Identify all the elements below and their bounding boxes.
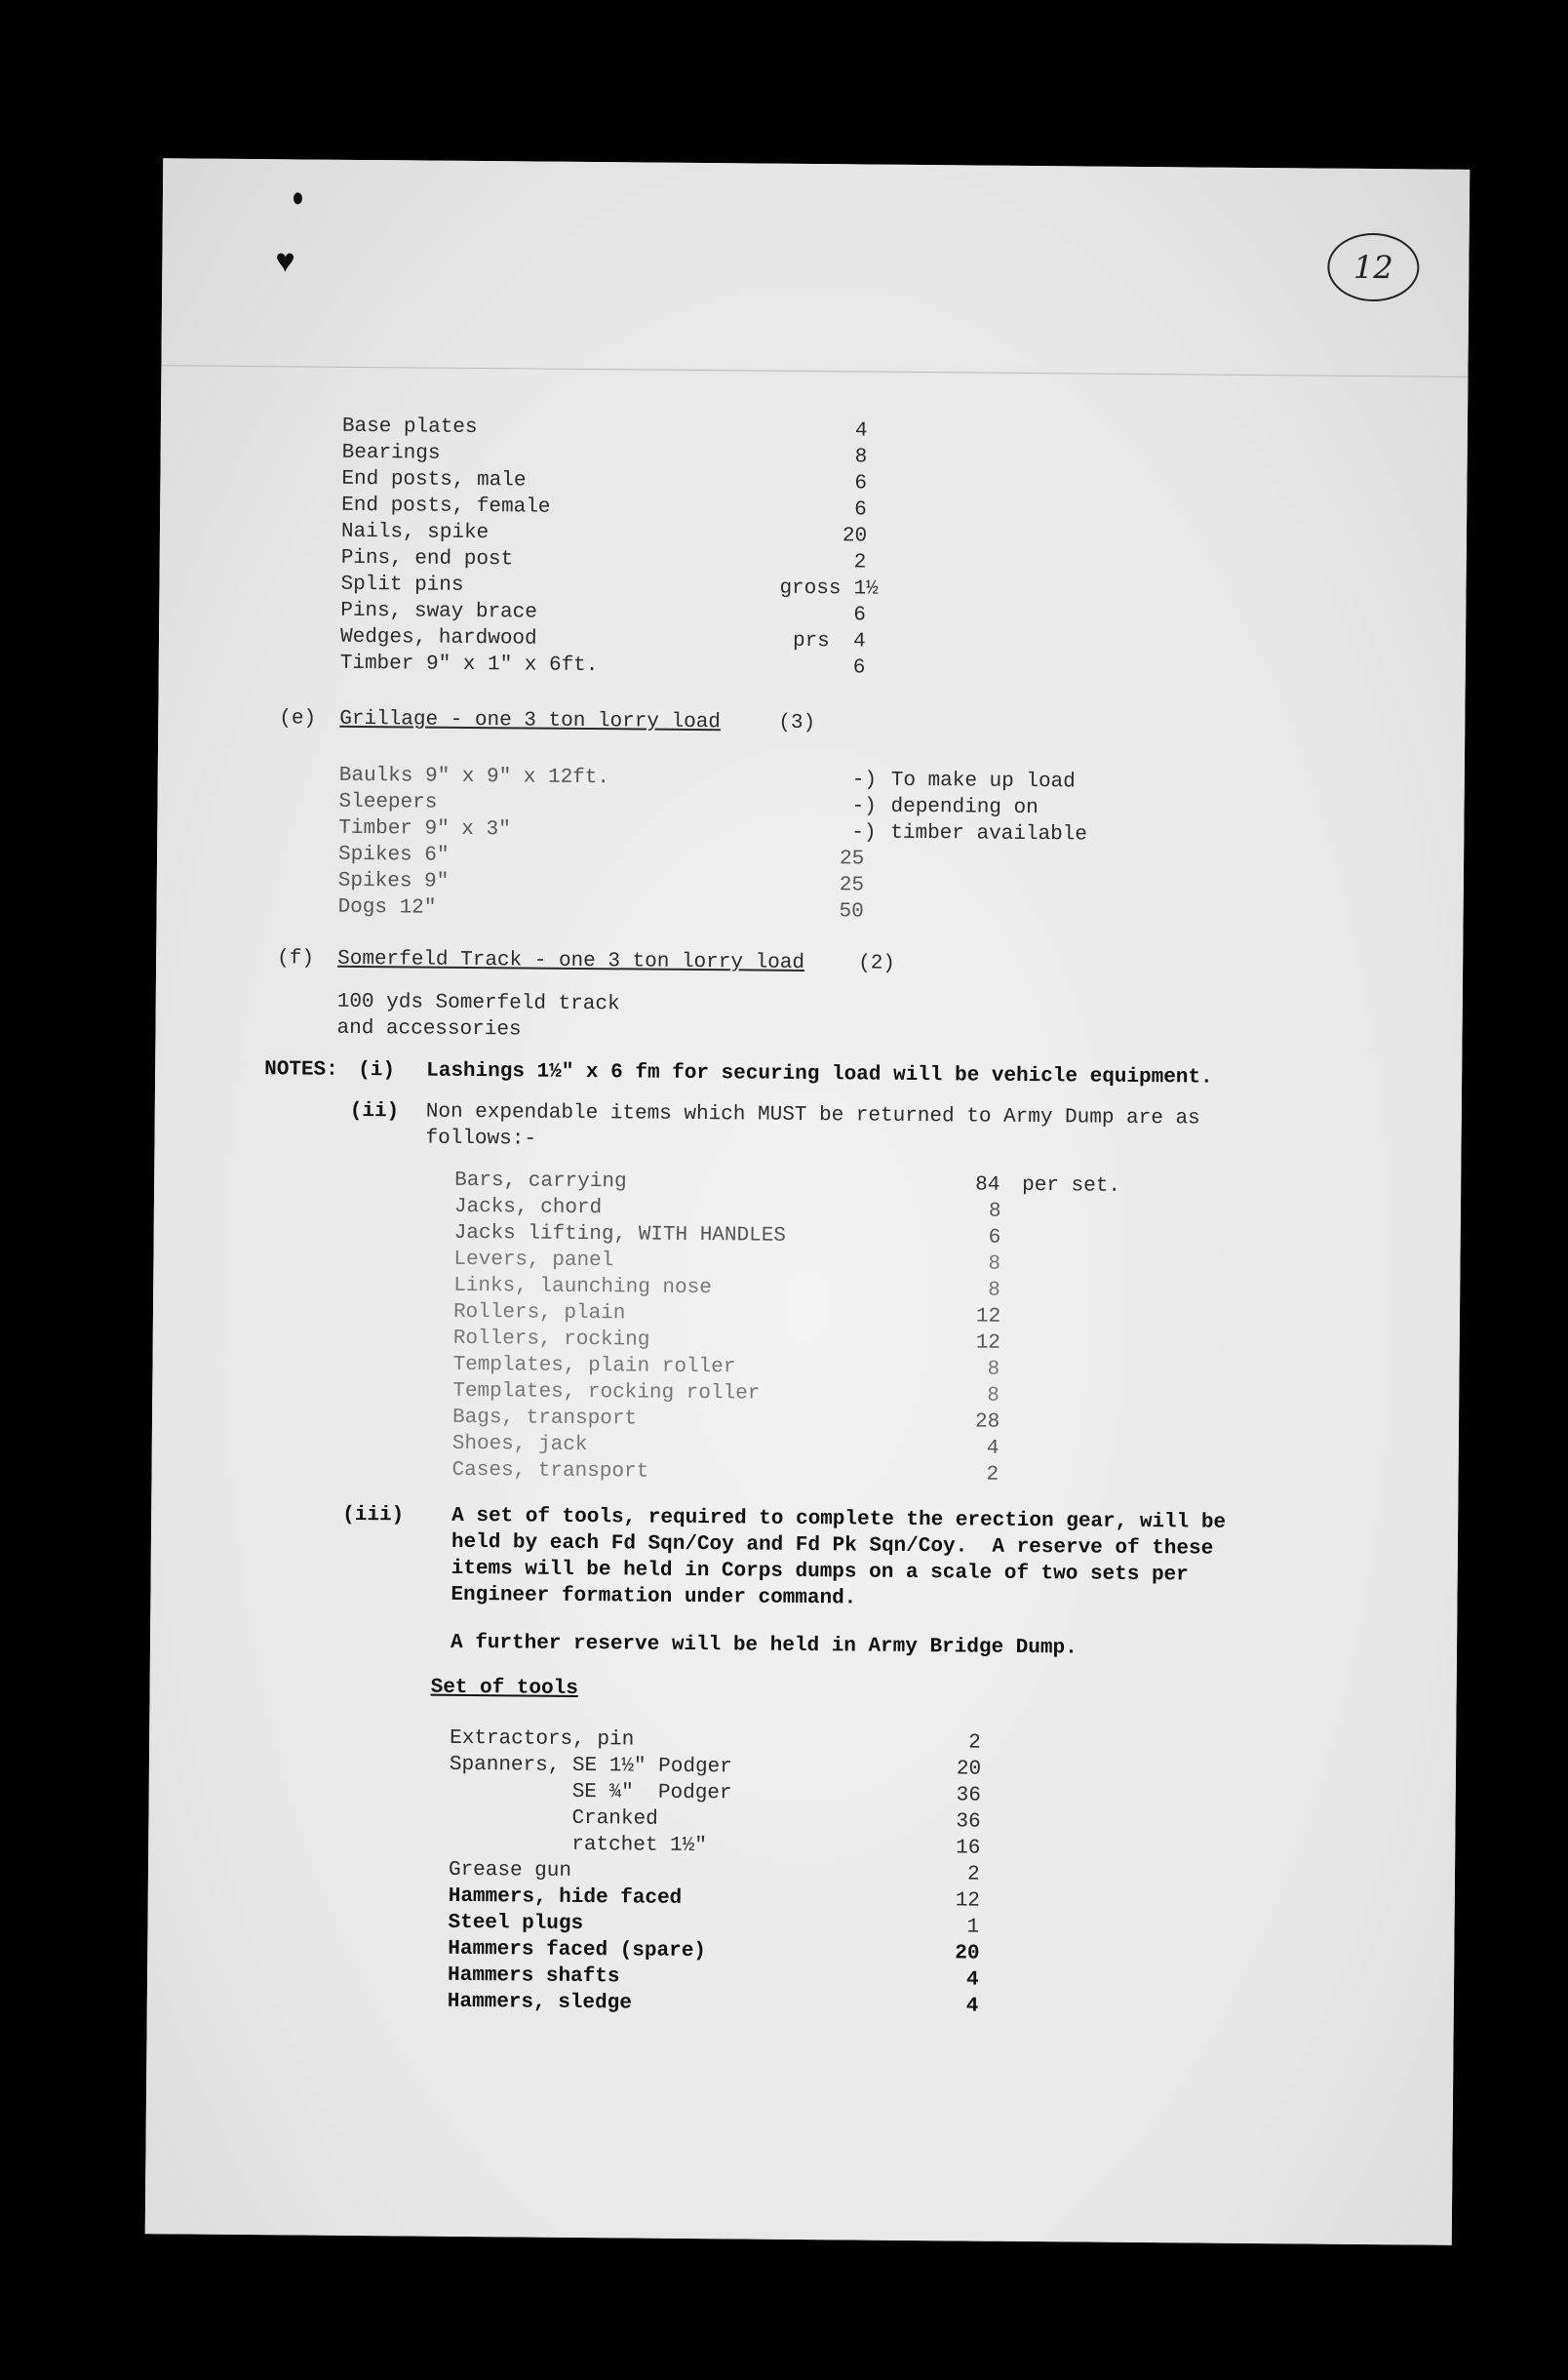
- item-name: Dogs 12": [337, 895, 437, 920]
- item-qty: 20: [842, 525, 868, 548]
- item-name: Cranked: [449, 1805, 658, 1831]
- item-name: Levers, panel: [453, 1248, 614, 1273]
- item-qty: 6: [852, 656, 866, 680]
- item-name: Links, launching nose: [453, 1274, 712, 1300]
- item-unit: prs: [792, 629, 830, 654]
- item-name: End posts, female: [341, 494, 551, 519]
- item-qty: 4: [965, 1968, 979, 1992]
- item-qty: 20: [956, 1758, 982, 1781]
- item-name: Bags, transport: [451, 1406, 638, 1431]
- item-qty: 84: [975, 1173, 1000, 1197]
- item-name: Extractors, pin: [450, 1726, 635, 1752]
- item-name: Split pins: [340, 573, 464, 597]
- item-name: Grease gun: [448, 1858, 572, 1883]
- item-name: Pins, sway brace: [340, 599, 538, 624]
- document-page: [145, 158, 1470, 2245]
- item-qty: 6: [854, 472, 868, 496]
- item-name: Hammers faced (spare): [448, 1937, 707, 1964]
- note-text: A set of tools, required to complete the erection gear, will be: [451, 1504, 1227, 1534]
- item-qty: 4: [986, 1437, 1000, 1460]
- section-count: (2): [858, 952, 896, 975]
- item-qty: 8: [988, 1279, 1000, 1302]
- note-number: (i): [358, 1058, 396, 1083]
- item-qty: 2: [966, 1863, 980, 1886]
- item-name: Cases, transport: [451, 1458, 649, 1484]
- item-unit: per set.: [1022, 1173, 1121, 1198]
- note-text: Engineer formation under command.: [451, 1583, 857, 1610]
- item-qty: 2: [968, 1731, 981, 1755]
- item-qty: -): [851, 795, 877, 818]
- section-line: and accessories: [336, 1016, 522, 1042]
- item-name: Hammers, hide faced: [448, 1884, 683, 1910]
- item-name: Pins, end post: [340, 546, 514, 572]
- section-count: (3): [778, 711, 816, 735]
- item-name: Jacks lifting, WITH HANDLES: [453, 1221, 787, 1248]
- section-line: 100 yds Somerfeld track: [336, 990, 620, 1016]
- item-note: To make up load: [890, 769, 1076, 794]
- item-qty: 4: [852, 630, 866, 654]
- item-qty: 8: [988, 1200, 1001, 1223]
- item-name: Jacks, chord: [453, 1195, 603, 1220]
- item-qty: -): [851, 769, 878, 792]
- item-qty: 8: [987, 1358, 1000, 1381]
- item-qty: 2: [986, 1463, 1000, 1487]
- item-name: Templates, plain roller: [452, 1353, 736, 1379]
- section-heading: Set of tools: [430, 1676, 578, 1700]
- item-name: Bars, carrying: [454, 1169, 627, 1194]
- item-name: Templates, rocking roller: [452, 1379, 761, 1406]
- note-text: A further reserve will be held in Army Bridge Dump.: [450, 1631, 1078, 1660]
- item-name: Steel plugs: [448, 1911, 584, 1936]
- item-unit: gross: [779, 576, 842, 601]
- item-name: Timber 9" x 1" x 6ft.: [339, 652, 599, 678]
- note-text: Non expendable items which MUST be returned to Army Dump are as: [425, 1100, 1200, 1130]
- item-qty: 25: [839, 848, 865, 871]
- item-name: ratchet 1½": [449, 1832, 707, 1858]
- item-name: Spikes 6": [337, 843, 450, 867]
- section-label: (e): [279, 707, 317, 731]
- item-qty: 12: [955, 1889, 981, 1913]
- item-qty: 4: [965, 1995, 979, 2018]
- note-text: Lashings 1½" x 6 fm for securing load will be vehicle equipment.: [426, 1059, 1213, 1090]
- item-qty: 8: [987, 1384, 1000, 1408]
- item-name: End posts, male: [341, 467, 527, 493]
- item-qty: 16: [956, 1837, 981, 1860]
- item-qty: 25: [839, 874, 865, 897]
- note-text: items will be held in Corps dumps on a scale of two sets per: [451, 1557, 1189, 1587]
- item-qty: 8: [854, 446, 868, 469]
- item-name: Rollers, rocking: [452, 1327, 650, 1352]
- item-qty: 6: [853, 604, 866, 627]
- item-note: depending on: [890, 795, 1039, 820]
- item-name: Shoes, jack: [451, 1432, 588, 1457]
- item-qty: 12: [975, 1305, 1001, 1329]
- item-qty: 1: [966, 1916, 980, 1939]
- note-text: follows:-: [425, 1127, 537, 1151]
- item-qty: 6: [988, 1226, 1001, 1250]
- item-qty: 6: [854, 498, 867, 522]
- item-qty: 2: [853, 551, 867, 575]
- fold-line: [161, 365, 1468, 377]
- item-name: Hammers, sledge: [447, 1990, 632, 2015]
- page-number: 12: [1327, 233, 1420, 302]
- item-name: Spikes 9": [337, 869, 450, 893]
- notes-label: NOTES:: [264, 1058, 338, 1082]
- item-qty: 8: [988, 1252, 1001, 1276]
- item-name: Rollers, plain: [452, 1300, 626, 1326]
- note-text: held by each Fd Sqn/Coy and Fd Pk Sqn/Coy. A reserve of these: [451, 1530, 1214, 1561]
- item-qty: 4: [854, 419, 868, 443]
- item-name: Bearings: [341, 441, 441, 465]
- item-qty: 36: [956, 1810, 981, 1834]
- item-name: Timber 9" x 3": [338, 816, 511, 842]
- ink-mark-icon: ♥: [275, 245, 295, 283]
- item-qty: 50: [839, 900, 864, 924]
- section-d-list: [163, 158, 1470, 680]
- item-note: timber available: [890, 821, 1088, 847]
- item-name: SE ¾" Podger: [449, 1779, 732, 1805]
- item-qty: 36: [956, 1784, 982, 1807]
- item-name: Wedges, hardwood: [339, 625, 537, 651]
- item-qty: 12: [975, 1331, 1001, 1355]
- item-name: Sleepers: [338, 790, 438, 814]
- item-name: Hammers shafts: [447, 1964, 620, 1989]
- item-qty: -): [851, 821, 877, 845]
- section-heading: Grillage - one 3 ton lorry load: [339, 707, 722, 734]
- section-label: (f): [277, 947, 315, 971]
- note-number: (iii): [342, 1503, 405, 1527]
- item-name: Base plates: [341, 415, 478, 440]
- note-number: (ii): [349, 1099, 400, 1124]
- item-name: Baulks 9" x 9" x 12ft.: [338, 764, 610, 790]
- item-name: Nails, spike: [340, 520, 490, 545]
- item-qty: 20: [955, 1942, 980, 1965]
- item-qty: 1½: [853, 577, 879, 601]
- punch-mark: [294, 192, 302, 204]
- item-name: Spanners, SE 1½" Podger: [449, 1753, 732, 1779]
- item-qty: 28: [974, 1410, 1000, 1434]
- section-heading: Somerfeld Track - one 3 ton lorry load: [337, 947, 805, 974]
